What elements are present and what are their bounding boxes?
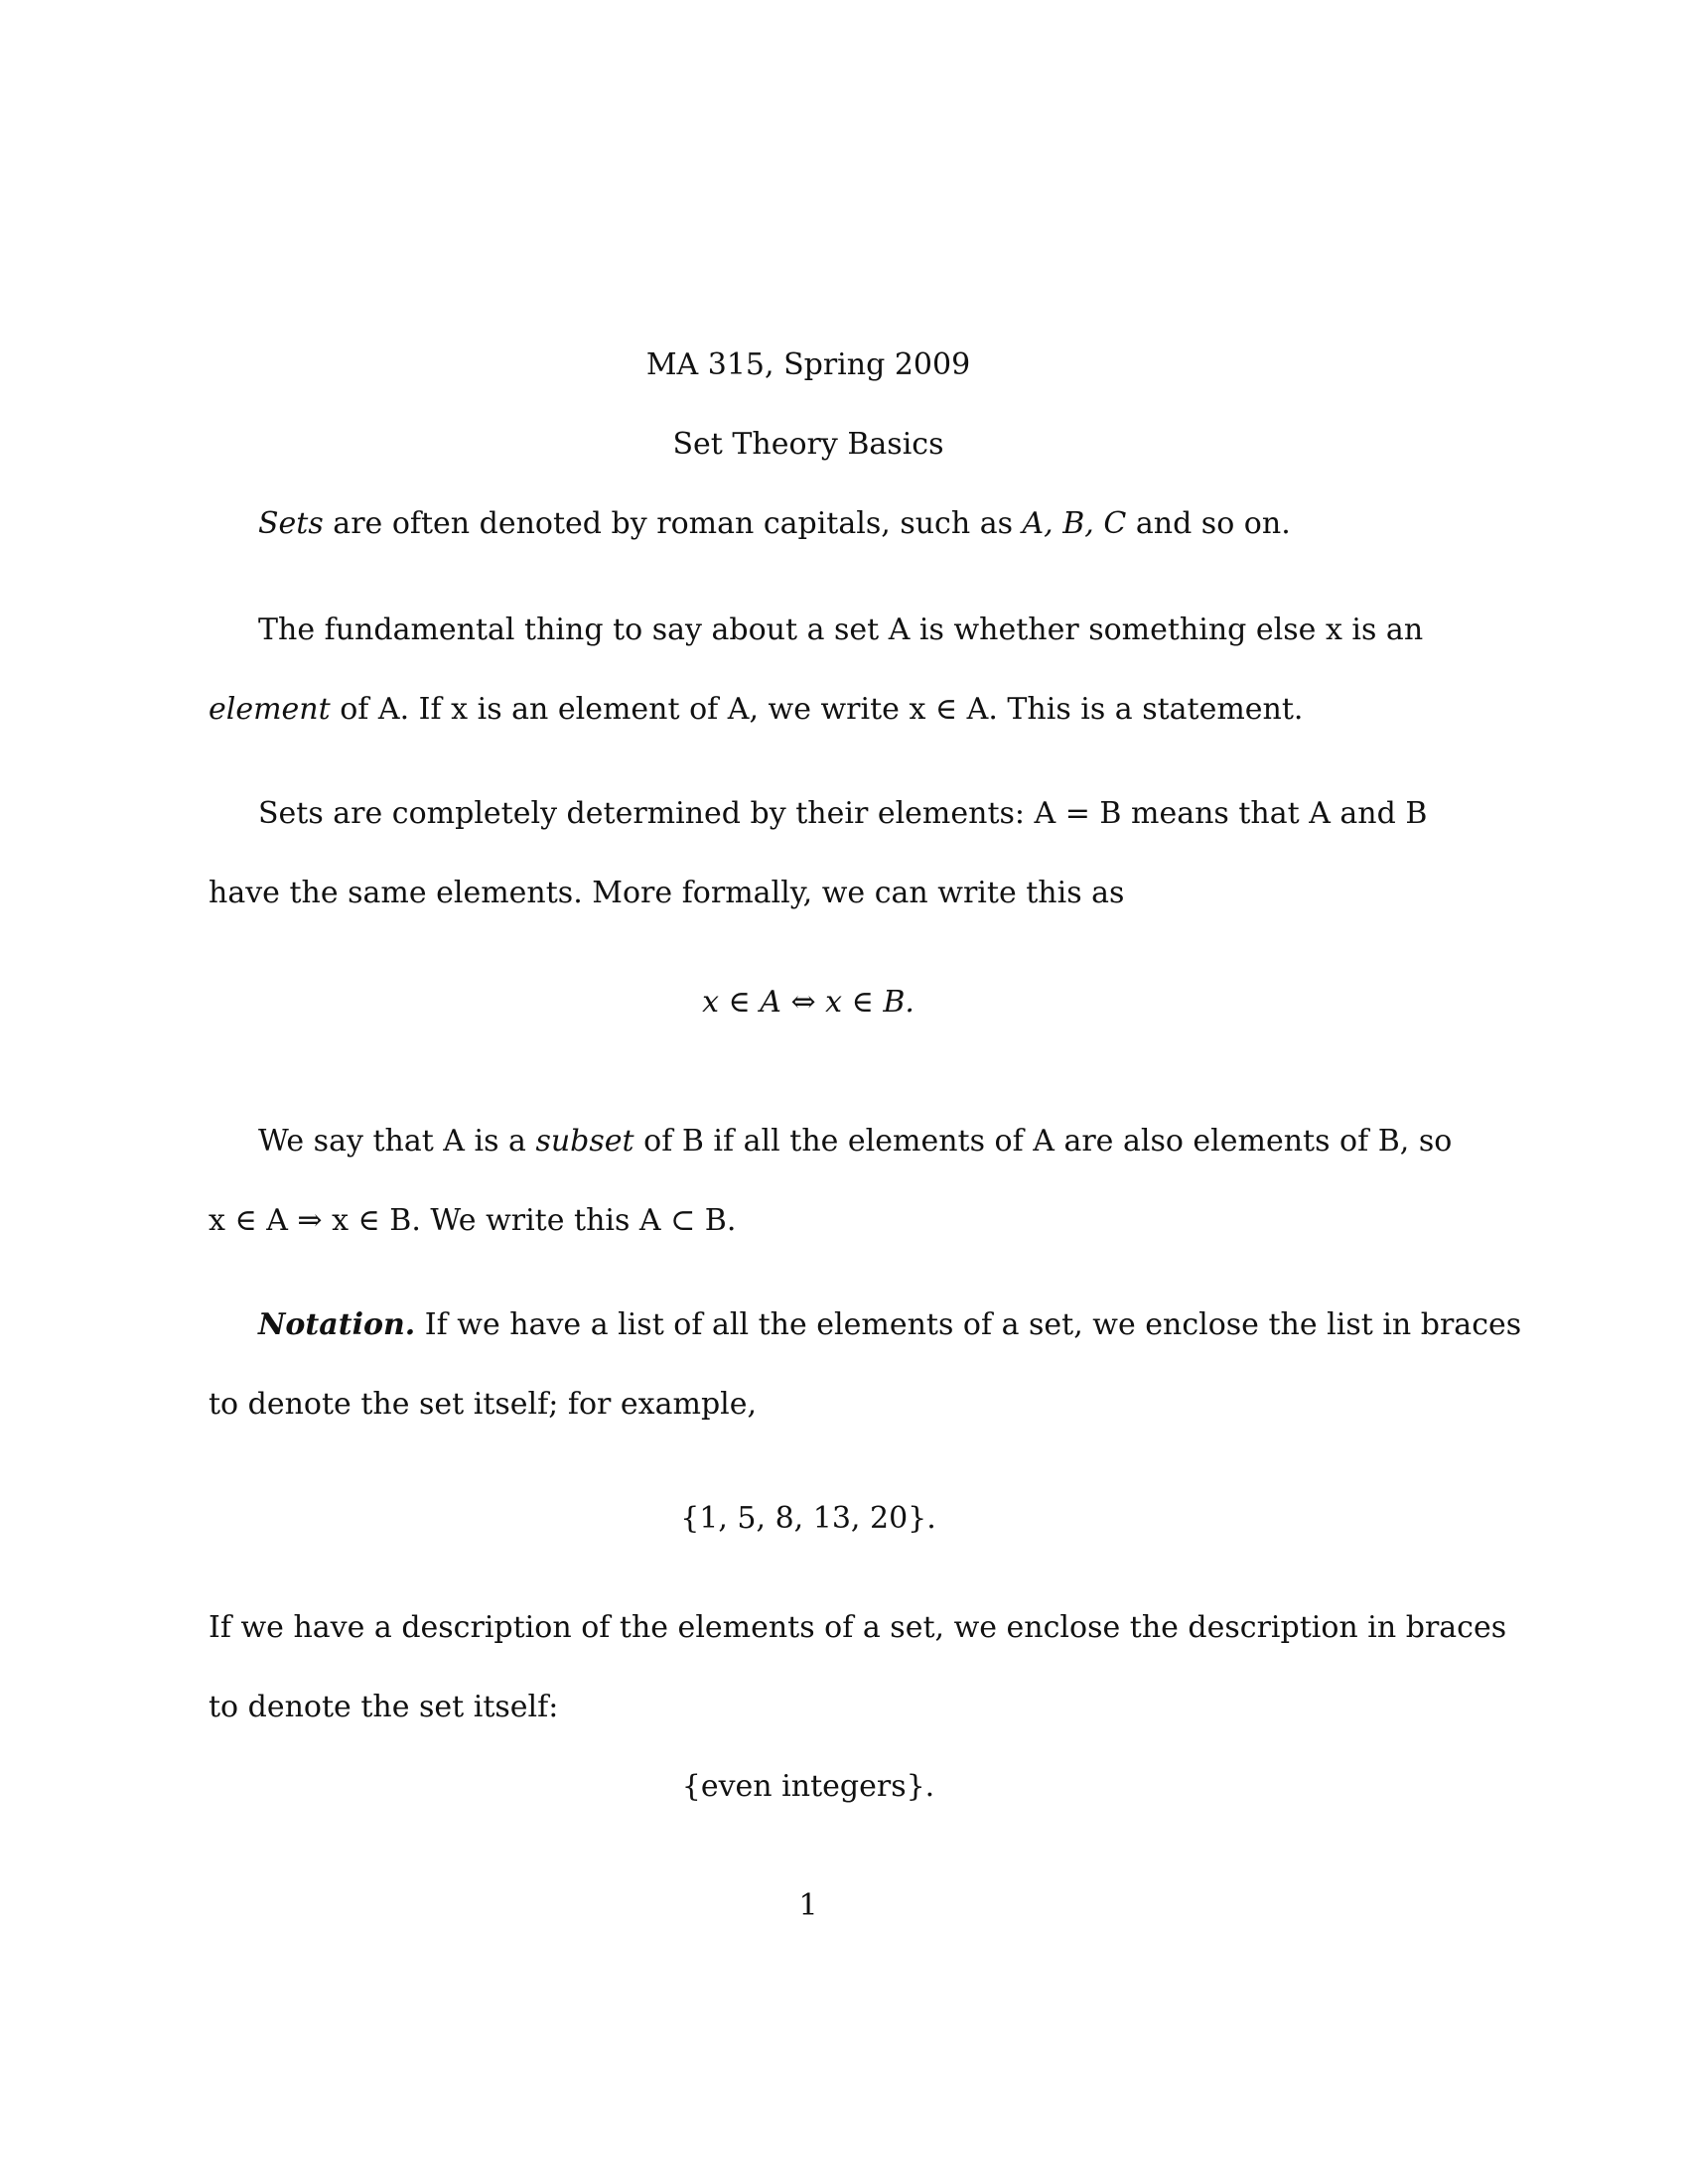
paragraph-description-line1: If we have a description of the elements of a set, we enclose the description in braces <box>209 1610 1507 1645</box>
term-subset: subset <box>535 1124 634 1159</box>
paragraph-element-line2: element of A. If x is an element of A, we write x ∈ A. This is a statement. <box>209 692 1304 727</box>
term-element: element <box>209 692 331 727</box>
document-title: Set Theory Basics <box>672 427 944 462</box>
equation-set-list: {1, 5, 8, 13, 20}. <box>680 1501 936 1536</box>
course-header: MA 315, Spring 2009 <box>645 347 971 382</box>
equation-set-description: {even integers}. <box>681 1769 935 1804</box>
paragraph-subset-line2: x ∈ A ⇒ x ∈ B. We write this A ⊂ B. <box>209 1203 737 1238</box>
paragraph-equality-line2: have the same elements. More formally, we can write this as <box>209 876 1125 910</box>
term-sets: Sets <box>258 506 324 541</box>
math-inline: A, B, C <box>1022 506 1127 541</box>
paragraph-subset-line1: We say that A is a subset of B if all the elements of A are also elements of B, so <box>258 1124 1453 1159</box>
notation-label: Notation. <box>258 1307 416 1342</box>
paragraph-element-line1: The fundamental thing to say about a set A is whether something else x is an <box>258 613 1424 647</box>
page-number: 1 <box>798 1888 818 1923</box>
paragraph-description-line2: to denote the set itself: <box>209 1690 559 1724</box>
equation-set-equality: x ∈ A ⇔ x ∈ B. <box>702 985 914 1020</box>
paragraph-sets-intro: Sets are often denoted by roman capitals, such as A, B, C and so on. <box>258 506 1291 541</box>
paragraph-notation-line1: Notation. If we have a list of all the elements of a set, we enclose the list in braces <box>258 1307 1522 1342</box>
paragraph-equality-line1: Sets are completely determined by their elements: A = B means that A and B <box>258 796 1428 831</box>
paragraph-notation-line2: to denote the set itself; for example, <box>209 1387 758 1422</box>
